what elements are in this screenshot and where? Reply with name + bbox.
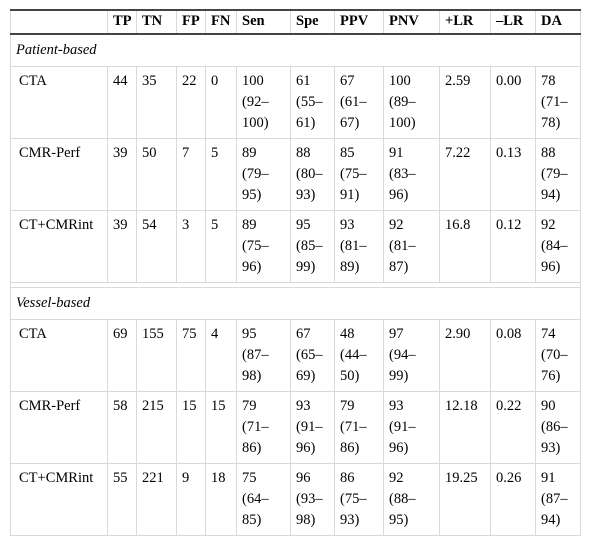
cell-da-line: 92 [541,217,556,233]
cell-tn: 54 [137,211,177,283]
cell-sen-line: (92– [242,94,269,110]
cell-spe-line: 95 [296,217,311,233]
cell-ppv-line: (44– [340,347,367,363]
cell-fn: 15 [206,392,237,464]
cell-ppv-line: 48 [340,326,355,342]
cell-plr: 2.90 [440,320,491,392]
cell-spe-line: (85– [296,238,323,254]
cell-da-line: (86– [541,419,568,435]
cell-ppv-line: (71– [340,419,367,435]
cell-tn: 35 [137,67,177,139]
cell-spe-line: (55– [296,94,323,110]
cell-sen-line: 79 [242,398,257,414]
cell-pnv [384,139,440,211]
cell-fn: 4 [206,320,237,392]
cell-spe [291,392,335,464]
cell-ppv-line: 67) [340,115,360,131]
cell-sen [237,392,291,464]
cell-da [536,67,581,139]
diagnostic-accuracy-table [10,9,581,536]
cell-ppv-line: 79 [340,398,355,414]
cell-tn: 215 [137,392,177,464]
cell-plr: 2.59 [440,67,491,139]
cell-pnv-line: (89– [389,94,416,110]
cell-da-line: 91 [541,470,556,486]
cell-plr: 12.18 [440,392,491,464]
cell-tp: 39 [108,139,137,211]
cell-da-line: 94) [541,512,561,528]
cell-sen-line: 96) [242,259,262,275]
header-cell: FN [206,10,237,34]
cell-spe [291,211,335,283]
cell-da-line: (70– [541,347,568,363]
cell-sen [237,320,291,392]
cell-nlr: 0.22 [491,392,536,464]
cell-da-line: (84– [541,238,568,254]
header-cell: PNV [384,10,440,34]
cell-ppv-line: 67 [340,73,355,89]
header-cell: DA [536,10,581,34]
cell-fp: 15 [177,392,206,464]
cell-spe [291,464,335,536]
cell-fn: 18 [206,464,237,536]
cell-ppv-line: 50) [340,368,360,384]
cell-da-line: 74 [541,326,556,342]
cell-pnv-line: 96) [389,187,409,203]
cell-sen-line: 86) [242,440,262,456]
cell-tp: 44 [108,67,137,139]
section-title: Patient-based [11,34,581,67]
table-body [11,34,581,536]
cell-plr: 16.8 [440,211,491,283]
cell-spe-line: 67 [296,326,311,342]
cell-sen [237,211,291,283]
cell-tn: 155 [137,320,177,392]
cell-pnv [384,392,440,464]
cell-sen [237,464,291,536]
cell-da [536,464,581,536]
cell-da [536,320,581,392]
cell-ppv [335,139,384,211]
header-cell: –LR [491,10,536,34]
cell-ppv-line: 89) [340,259,360,275]
cell-pnv-line: 99) [389,368,409,384]
cell-pnv-line: (94– [389,347,416,363]
cell-tp: 69 [108,320,137,392]
cell-pnv-line: 96) [389,440,409,456]
header-row [11,10,581,34]
cell-pnv-line: 100) [389,115,416,131]
cell-pnv-line: 92 [389,217,404,233]
cell-ppv-line: 91) [340,187,360,203]
cell-pnv-line: 93 [389,398,404,414]
cell-spe-line: 93) [296,187,316,203]
cell-fn: 5 [206,139,237,211]
row-label: CTA [11,320,108,392]
cell-da-line: 78) [541,115,561,131]
cell-ppv-line: (75– [340,166,367,182]
cell-ppv [335,67,384,139]
cell-fp: 75 [177,320,206,392]
cell-fp: 3 [177,211,206,283]
header-cell: TN [137,10,177,34]
cell-fn: 0 [206,67,237,139]
cell-sen-line: 95 [242,326,257,342]
cell-fp: 22 [177,67,206,139]
cell-sen-line: 89 [242,217,257,233]
cell-ppv-line: 86 [340,470,355,486]
cell-spe [291,320,335,392]
section-title: Vessel-based [11,288,581,320]
header-cell: PPV [335,10,384,34]
cell-sen-line: 89 [242,145,257,161]
cell-nlr: 0.12 [491,211,536,283]
table-row [11,464,581,536]
cell-sen-line: 100) [242,115,269,131]
cell-da-line: (79– [541,166,568,182]
cell-da-line: 94) [541,187,561,203]
cell-spe-line: 69) [296,368,316,384]
cell-pnv-line: (81– [389,238,416,254]
cell-pnv-line: (88– [389,491,416,507]
cell-sen [237,67,291,139]
cell-ppv [335,392,384,464]
cell-spe-line: 88 [296,145,311,161]
cell-ppv-line: (75– [340,491,367,507]
cell-ppv-line: (61– [340,94,367,110]
cell-da-line: 88 [541,145,556,161]
cell-sen-line: (79– [242,166,269,182]
cell-nlr: 0.00 [491,67,536,139]
cell-ppv [335,320,384,392]
section-header-row [11,34,581,67]
cell-sen-line: (87– [242,347,269,363]
cell-tp: 55 [108,464,137,536]
cell-ppv-line: 86) [340,440,360,456]
cell-tn: 221 [137,464,177,536]
table-row [11,139,581,211]
cell-da-line: 93) [541,440,561,456]
cell-sen-line: 75 [242,470,257,486]
cell-da-line: (71– [541,94,568,110]
cell-ppv [335,464,384,536]
header-cell [11,10,108,34]
cell-da-line: 78 [541,73,556,89]
cell-da [536,211,581,283]
cell-sen [237,139,291,211]
cell-pnv-line: 92 [389,470,404,486]
header-cell: FP [177,10,206,34]
cell-ppv [335,211,384,283]
table-row [11,211,581,283]
cell-spe-line: (91– [296,419,323,435]
cell-spe-line: 96) [296,440,316,456]
row-label: CMR-Perf [11,392,108,464]
cell-sen-line: 85) [242,512,262,528]
cell-da-line: (87– [541,491,568,507]
cell-nlr: 0.13 [491,139,536,211]
cell-plr: 7.22 [440,139,491,211]
table-row [11,320,581,392]
cell-spe [291,139,335,211]
cell-pnv-line: (91– [389,419,416,435]
cell-nlr: 0.26 [491,464,536,536]
cell-tn: 50 [137,139,177,211]
results-table-container [10,9,580,536]
cell-nlr: 0.08 [491,320,536,392]
header-cell: +LR [440,10,491,34]
cell-sen-line: (71– [242,419,269,435]
row-label: CMR-Perf [11,139,108,211]
section-header-row [11,288,581,320]
row-label: CTA [11,67,108,139]
cell-pnv-line: 87) [389,259,409,275]
cell-fp: 7 [177,139,206,211]
cell-sen-line: (64– [242,491,269,507]
cell-da-line: 96) [541,259,561,275]
cell-spe [291,67,335,139]
cell-pnv-line: 91 [389,145,404,161]
header-cell: Spe [291,10,335,34]
cell-pnv [384,211,440,283]
table-row [11,392,581,464]
cell-ppv-line: 93 [340,217,355,233]
cell-tp: 58 [108,392,137,464]
cell-pnv-line: 100 [389,73,411,89]
cell-sen-line: (75– [242,238,269,254]
cell-spe-line: 98) [296,512,316,528]
cell-da [536,392,581,464]
cell-spe-line: (65– [296,347,323,363]
cell-spe-line: 93 [296,398,311,414]
row-label: CT+CMRint [11,211,108,283]
cell-da-line: 76) [541,368,561,384]
cell-pnv-line: 97 [389,326,404,342]
cell-sen-line: 100 [242,73,264,89]
cell-plr: 19.25 [440,464,491,536]
row-label: CT+CMRint [11,464,108,536]
cell-spe-line: 96 [296,470,311,486]
cell-spe-line: 99) [296,259,316,275]
cell-fp: 9 [177,464,206,536]
cell-da [536,139,581,211]
cell-pnv [384,320,440,392]
header-cell: Sen [237,10,291,34]
cell-pnv [384,464,440,536]
cell-pnv-line: (83– [389,166,416,182]
cell-ppv-line: 93) [340,512,360,528]
header-cell: TP [108,10,137,34]
cell-spe-line: 61) [296,115,316,131]
cell-spe-line: (93– [296,491,323,507]
cell-spe-line: (80– [296,166,323,182]
table-row [11,67,581,139]
cell-pnv-line: 95) [389,512,409,528]
cell-pnv [384,67,440,139]
cell-sen-line: 98) [242,368,262,384]
cell-ppv-line: (81– [340,238,367,254]
cell-sen-line: 95) [242,187,262,203]
cell-ppv-line: 85 [340,145,355,161]
cell-da-line: 90 [541,398,556,414]
cell-tp: 39 [108,211,137,283]
cell-fn: 5 [206,211,237,283]
cell-spe-line: 61 [296,73,311,89]
